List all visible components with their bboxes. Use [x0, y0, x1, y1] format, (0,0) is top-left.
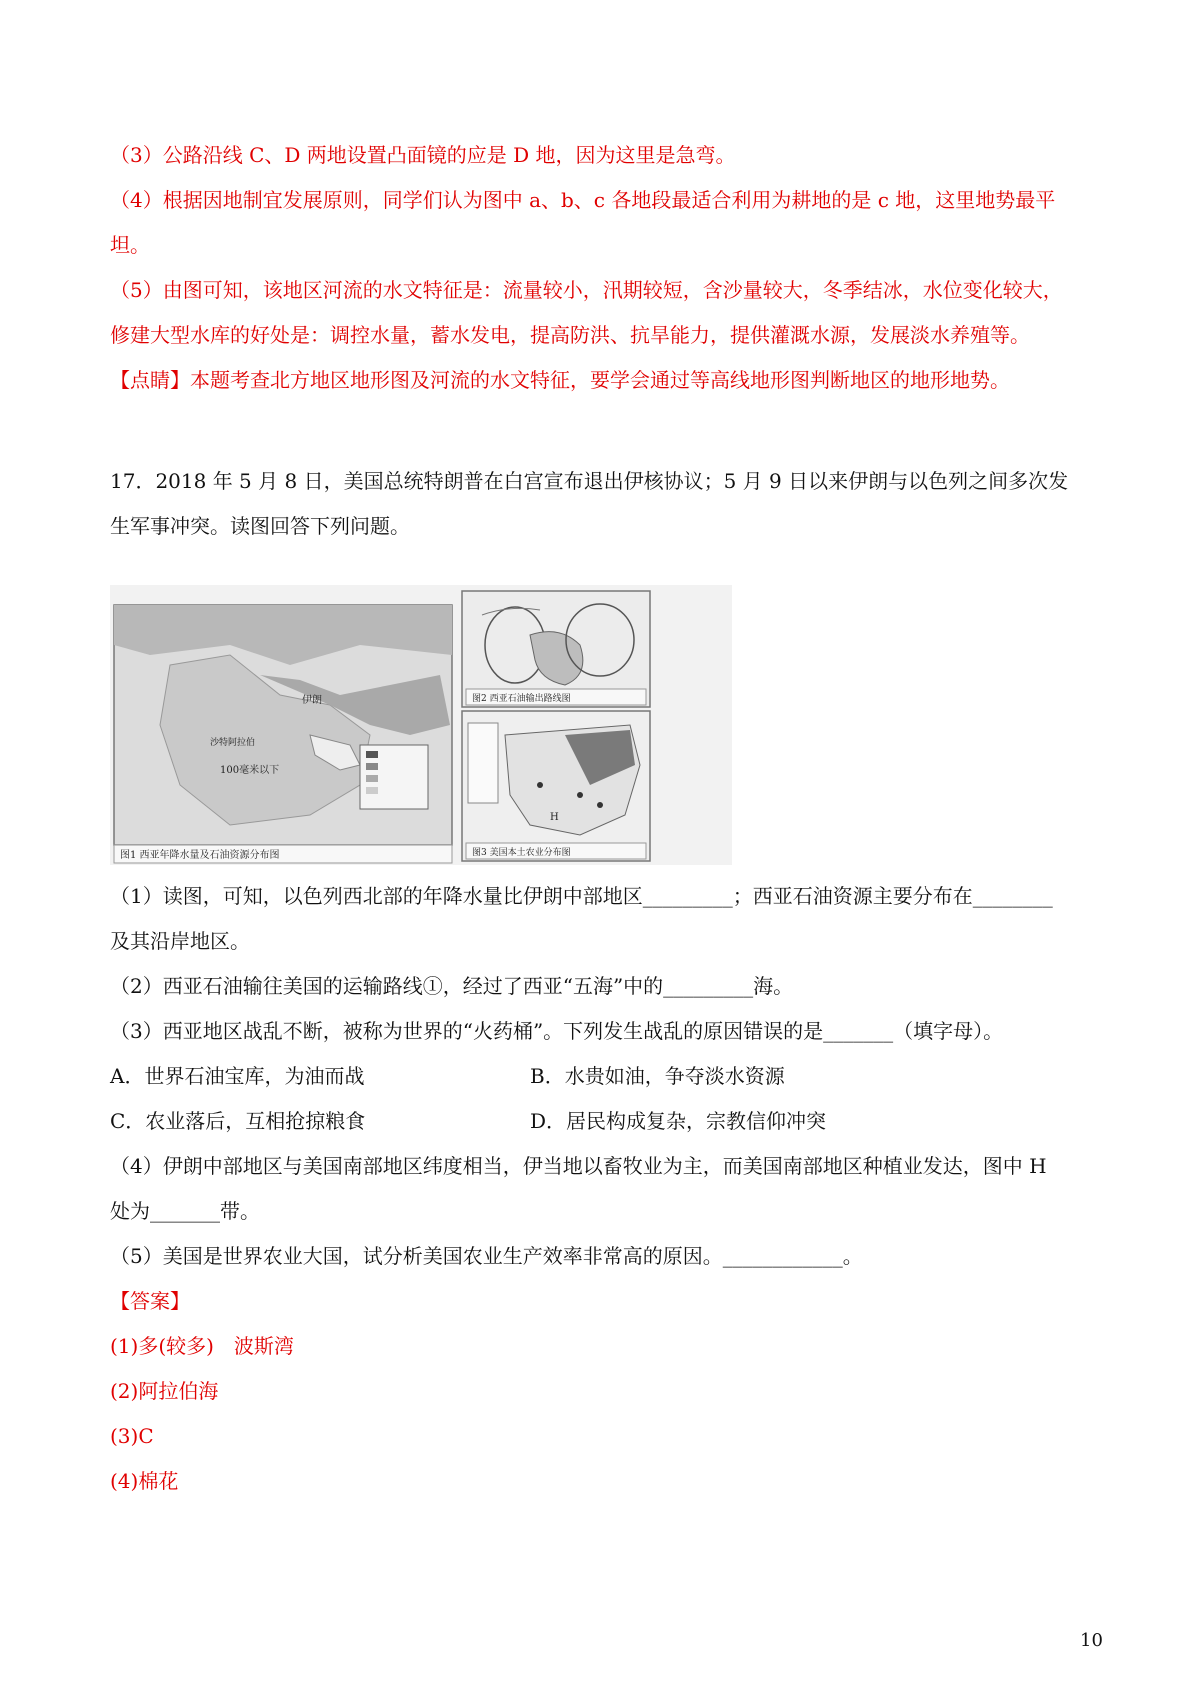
answer-prev-line-5b: 修建大型水库的好处是：调控水量，蓄水发电，提高防洪、抗旱能力，提供灌溉水源，发展淡水养殖等。 [110, 323, 1030, 347]
answer-prev-line-4a: （4）根据因地制宜发展原则，同学们认为图中 a、b、c 各地段最适合利用为耕地的是 c 地，这里地势最平 [110, 188, 1056, 212]
q17-3: （3）西亚地区战乱不断，被称为世界的“火药桶”。下列发生战乱的原因错误的是_______（填字母）。 [110, 1019, 1004, 1043]
option-d: D．居民构成复杂，宗教信仰冲突 [530, 1109, 827, 1133]
option-b: B．水贵如油，争夺淡水资源 [530, 1064, 785, 1088]
q17-stem-b: 生军事冲突。读图回答下列问题。 [110, 514, 410, 538]
q17-2: （2）西亚石油输往美国的运输路线①，经过了西亚“五海”中的_________海。 [110, 974, 794, 998]
answer-prev-line-5a: （5）由图可知，该地区河流的水文特征是：流量较小，汛期较短，含沙量较大，冬季结冰，水位变化较大， [110, 278, 1063, 302]
map3-caption: 图3 美国本土农业分布图 [472, 848, 571, 858]
answer-prev-line-3: （3）公路沿线 C、D 两地设置凸面镜的应是 D 地，因为这里是急弯。 [110, 143, 736, 167]
q17-maps-svg [110, 585, 732, 865]
map3-label-h: H [550, 812, 559, 823]
q17-figure [110, 585, 732, 865]
map2-caption: 图2 西亚石油输出路线图 [472, 694, 571, 704]
answer-1: (1)多(较多) 波斯湾 [110, 1334, 294, 1358]
map1-label-iran: 伊朗 [302, 695, 322, 706]
q17-5: （5）美国是世界农业大国，试分析美国农业生产效率非常高的原因。____________。 [110, 1244, 863, 1268]
q17-1a: （1）读图，可知，以色列西北部的年降水量比伊朗中部地区_________；西亚石油资源主要分布在________ [110, 884, 1053, 908]
option-a: A．世界石油宝库，为油而战 [110, 1064, 365, 1088]
q17-1b: 及其沿岸地区。 [110, 929, 250, 953]
map1-label-rainfall: 100毫米以下 [220, 765, 280, 776]
map2-oil-routes [462, 591, 650, 707]
q17-4a: （4）伊朗中部地区与美国南部地区纬度相当，伊当地以畜牧业为主，而美国南部地区种植业发达，图中 H [110, 1154, 1047, 1178]
tip-line: 【点睛】本题考查北方地区地形图及河流的水文特征，要学会通过等高线地形图判断地区的地形地势。 [110, 368, 1010, 392]
q17-4b: 处为_______带。 [110, 1199, 260, 1223]
q17-stem-a: 17．2018 年 5 月 8 日，美国总统特朗普在白宫宣布退出伊核协议；5 月 9 日以来伊朗与以色列之间多次发 [110, 469, 1069, 493]
option-c: C．农业落后，互相抢掠粮食 [110, 1109, 366, 1133]
answer-2: (2)阿拉伯海 [110, 1379, 219, 1403]
page-number: 10 [1080, 1630, 1103, 1651]
answer-heading: 【答案】 [110, 1289, 190, 1313]
map1-west-asia [114, 605, 452, 863]
answer-3: (3)C [110, 1424, 154, 1448]
map1-caption: 图1 西亚年降水量及石油资源分布图 [120, 850, 280, 861]
answer-prev-line-4b: 坦。 [110, 233, 150, 257]
map3-us-agriculture [462, 711, 650, 861]
answer-4: (4)棉花 [110, 1469, 179, 1493]
map1-label-saudi: 沙特阿拉伯 [210, 738, 256, 748]
